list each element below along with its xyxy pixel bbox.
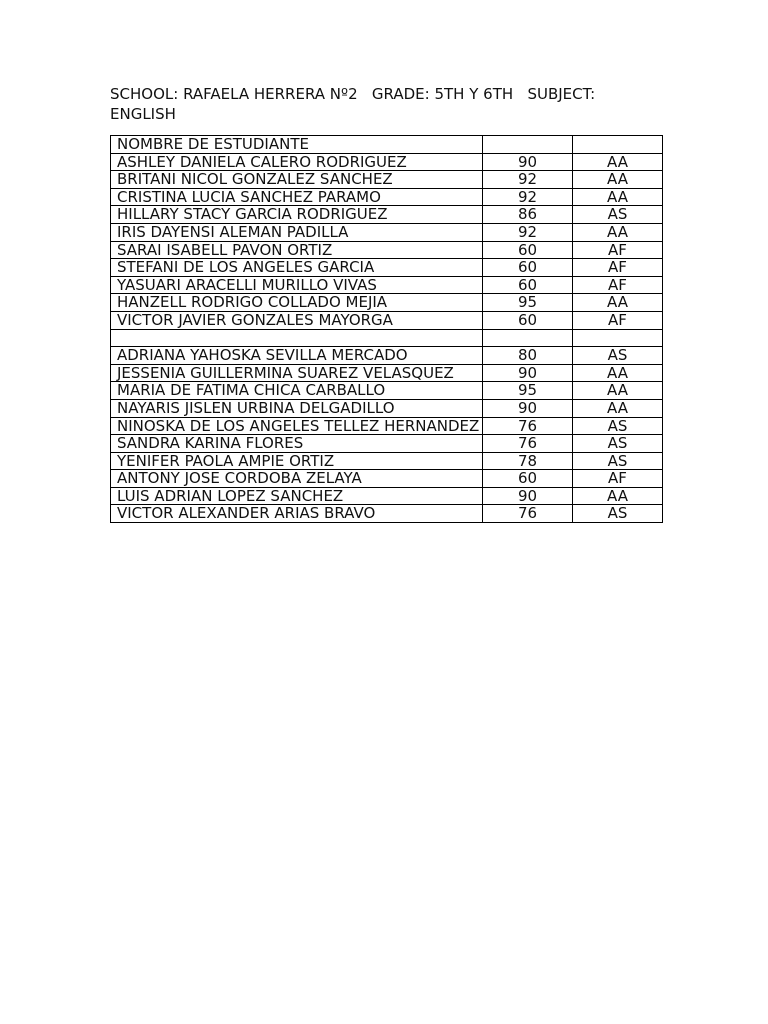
grades-table (110, 135, 663, 523)
student-name-cell: HANZELL RODRIGO COLLADO MEJIA (111, 294, 483, 312)
table-row (111, 382, 663, 400)
level-cell: AF (573, 276, 663, 294)
table-row (111, 347, 663, 365)
score-cell: 60 (483, 276, 573, 294)
level-cell: AS (573, 452, 663, 470)
student-name-cell: CRISTINA LUCIA SANCHEZ PARAMO (111, 188, 483, 206)
grades-table-body (111, 136, 663, 523)
score-cell: 90 (483, 153, 573, 171)
student-name-cell: NINOSKA DE LOS ANGELES TELLEZ HERNANDEZ (111, 417, 483, 435)
level-cell: AA (573, 382, 663, 400)
score-cell: 90 (483, 364, 573, 382)
table-row (111, 259, 663, 277)
score-cell: 92 (483, 223, 573, 241)
score-cell (483, 329, 573, 347)
score-cell: 60 (483, 470, 573, 488)
level-cell: AA (573, 223, 663, 241)
level-cell: AA (573, 487, 663, 505)
student-name-cell: ASHLEY DANIELA CALERO RODRIGUEZ (111, 153, 483, 171)
table-row (111, 487, 663, 505)
table-row (111, 435, 663, 453)
score-cell: 76 (483, 435, 573, 453)
student-name-cell: MARIA DE FATIMA CHICA CARBALLO (111, 382, 483, 400)
table-row (111, 188, 663, 206)
table-row (111, 276, 663, 294)
student-name-cell: SARAI ISABELL PAVON ORTIZ (111, 241, 483, 259)
student-name-cell: ANTONY JOSE CORDOBA ZELAYA (111, 470, 483, 488)
student-name-cell: VICTOR ALEXANDER ARIAS BRAVO (111, 505, 483, 523)
student-name-cell: YENIFER PAOLA AMPIE ORTIZ (111, 452, 483, 470)
table-header-row (111, 136, 663, 154)
score-cell: 60 (483, 311, 573, 329)
score-cell: 95 (483, 294, 573, 312)
level-cell: AS (573, 417, 663, 435)
level-cell: AS (573, 505, 663, 523)
student-name-cell (111, 329, 483, 347)
table-row (111, 206, 663, 224)
table-row (111, 329, 663, 347)
table-row (111, 223, 663, 241)
table-row (111, 505, 663, 523)
score-cell: 80 (483, 347, 573, 365)
level-cell: AA (573, 188, 663, 206)
level-cell: AF (573, 470, 663, 488)
student-name-cell: IRIS DAYENSI ALEMAN PADILLA (111, 223, 483, 241)
level-cell: AF (573, 259, 663, 277)
student-name-cell: HILLARY STACY GARCIA RODRIGUEZ (111, 206, 483, 224)
student-name-cell: SANDRA KARINA FLORES (111, 435, 483, 453)
level-cell (573, 329, 663, 347)
table-row (111, 311, 663, 329)
level-cell: AF (573, 311, 663, 329)
score-cell: 60 (483, 259, 573, 277)
score-cell: 60 (483, 241, 573, 259)
student-name-header: NOMBRE DE ESTUDIANTE (111, 136, 483, 154)
table-row (111, 171, 663, 189)
student-name-cell: BRITANI NICOL GONZALEZ SANCHEZ (111, 171, 483, 189)
score-cell: 92 (483, 171, 573, 189)
table-row (111, 452, 663, 470)
table-row (111, 399, 663, 417)
level-cell: AA (573, 171, 663, 189)
student-name-cell: STEFANI DE LOS ANGELES GARCIA (111, 259, 483, 277)
score-cell: 76 (483, 505, 573, 523)
score-cell: 86 (483, 206, 573, 224)
table-row (111, 241, 663, 259)
table-row (111, 470, 663, 488)
table-row (111, 153, 663, 171)
level-header (573, 136, 663, 154)
score-cell: 90 (483, 487, 573, 505)
score-cell: 76 (483, 417, 573, 435)
student-name-cell: JESSENIA GUILLERMINA SUAREZ VELASQUEZ (111, 364, 483, 382)
student-name-cell: ADRIANA YAHOSKA SEVILLA MERCADO (111, 347, 483, 365)
level-cell: AS (573, 206, 663, 224)
level-cell: AA (573, 364, 663, 382)
level-cell: AS (573, 435, 663, 453)
level-cell: AA (573, 153, 663, 171)
student-name-cell: LUIS ADRIAN LOPEZ SANCHEZ (111, 487, 483, 505)
student-name-cell: NAYARIS JISLEN URBINA DELGADILLO (111, 399, 483, 417)
document-header: SCHOOL: RAFAELA HERRERA Nº2 GRADE: 5TH Y 6TH SUBJECT: ENGLISH (110, 85, 600, 123)
score-cell: 95 (483, 382, 573, 400)
student-name-cell: YASUARI ARACELLI MURILLO VIVAS (111, 276, 483, 294)
table-row (111, 417, 663, 435)
level-cell: AA (573, 294, 663, 312)
score-cell: 90 (483, 399, 573, 417)
score-cell: 92 (483, 188, 573, 206)
student-name-cell: VICTOR JAVIER GONZALES MAYORGA (111, 311, 483, 329)
table-row (111, 364, 663, 382)
level-cell: AS (573, 347, 663, 365)
score-cell: 78 (483, 452, 573, 470)
level-cell: AF (573, 241, 663, 259)
table-row (111, 294, 663, 312)
level-cell: AA (573, 399, 663, 417)
score-header (483, 136, 573, 154)
